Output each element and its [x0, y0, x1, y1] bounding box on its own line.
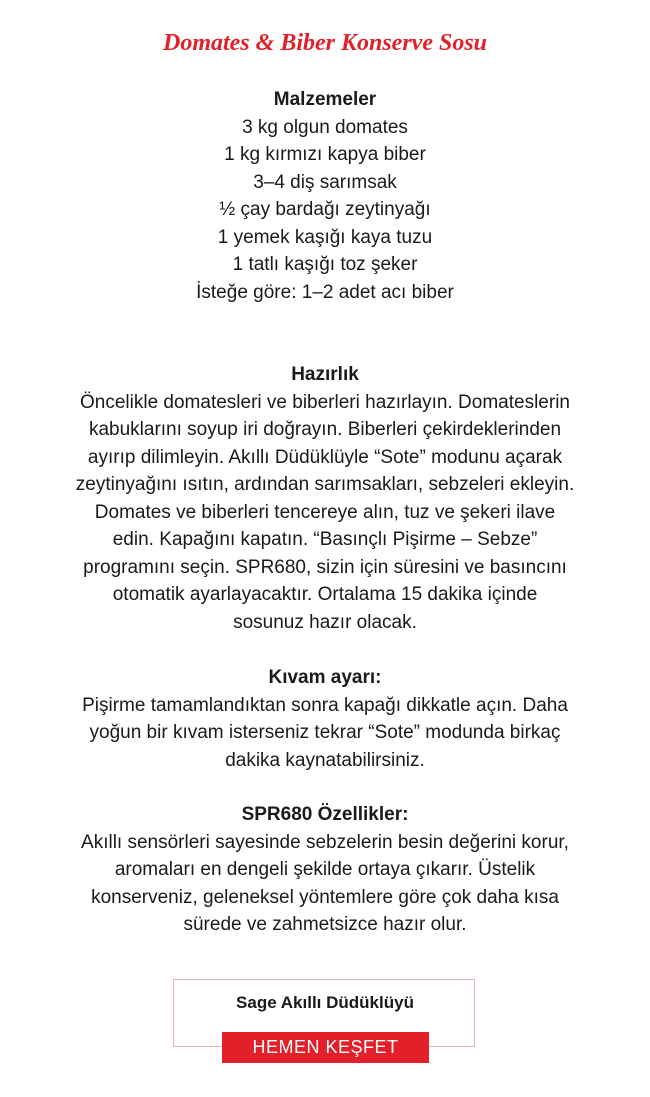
consistency-heading: Kıvam ayarı:: [268, 667, 382, 688]
features-line: Akıllı sensörleri sayesinde sebzelerin besin değerini korur,: [81, 831, 569, 853]
consistency-line: dakika kaynatabilirsiniz.: [225, 749, 425, 771]
preparation-line: Öncelikle domatesleri ve biberleri hazırlayın. Domateslerin: [80, 391, 570, 413]
features-section: [20, 801, 630, 939]
preparation-line: programını seçin. SPR680, sizin için süresini ve basıncını: [83, 556, 567, 578]
consistency-line: Pişirme tamamlandıktan sonra kapağı dikkatle açın. Daha: [82, 694, 568, 716]
ingredients-section: [20, 86, 630, 306]
preparation-heading: Hazırlık: [291, 364, 359, 385]
preparation-line: ayırıp dilimleyin. Akıllı Düdüklüyle “Sote” modunu açarak: [87, 446, 563, 468]
preparation-line: zeytinyağını ısıtın, ardından sarımsakları, sebzeleri ekleyin.: [75, 474, 575, 495]
preparation-line: otomatik ayarlayacaktır. Ortalama 15 dakika içinde: [112, 584, 538, 605]
features-heading: SPR680 Özellikler:: [241, 804, 409, 825]
ingredients-heading: Malzemeler: [273, 89, 377, 110]
preparation-line: Domates ve biberleri tencereye alın, tuz ve şekeri ilave: [94, 501, 556, 523]
features-line: aromaları en dengeli şekilde ortaya çıkarır. Üstelik: [114, 859, 536, 880]
ingredient-item: 3–4 diş sarımsak: [253, 171, 397, 193]
ingredient-item: 1 yemek kaşığı kaya tuzu: [217, 226, 433, 248]
recipe-title: Domates & Biber Konserve Sosu: [162, 30, 488, 56]
features-line: sürede ve zahmetsizce hazır olur.: [183, 914, 467, 935]
consistency-line: yoğun bir kıvam isterseniz tekrar “Sote” modunda birkaç: [89, 722, 561, 743]
discover-button[interactable]: HEMEN KEŞFET: [222, 1032, 429, 1063]
preparation-section: [20, 361, 630, 636]
ingredient-item: 3 kg olgun domates: [242, 116, 408, 138]
ingredient-item: İsteğe göre: 1–2 adet acı biber: [196, 281, 454, 303]
features-line: konserveniz, geleneksel yöntemlere göre çok daha kısa: [91, 886, 559, 908]
ingredient-item: 1 tatlı kaşığı toz şeker: [232, 254, 418, 275]
preparation-line: edin. Kapağını kapatın. “Basınçlı Pişirme – Sebze”: [112, 529, 538, 550]
preparation-line: kabuklarını soyup iri doğrayın. Biberleri çekirdeklerinden: [88, 419, 562, 440]
ingredient-item: ½ çay bardağı zeytinyağı: [219, 199, 431, 220]
consistency-section: [20, 664, 630, 774]
ingredient-item: 1 kg kırmızı kapya biber: [224, 144, 426, 165]
cta-label: Sage Akıllı Düdüklüyü: [236, 993, 414, 1012]
preparation-line: sosunuz hazır olacak.: [233, 611, 417, 633]
